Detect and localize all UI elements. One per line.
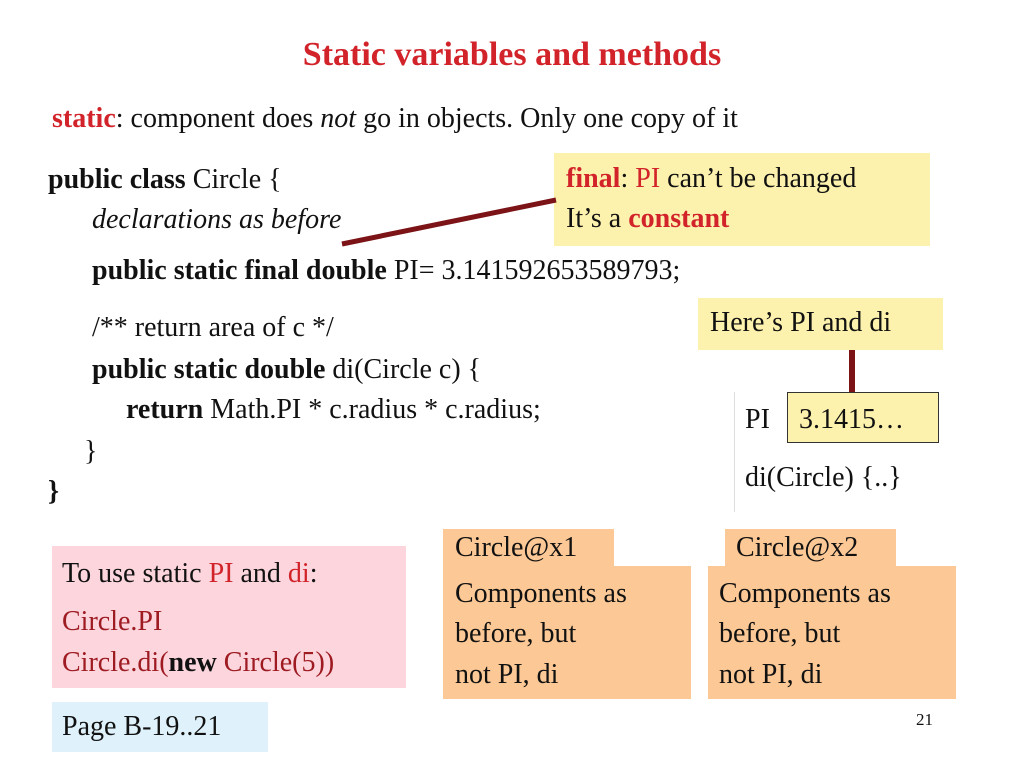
final-note-text: It’s a bbox=[566, 203, 629, 234]
usage-text: Circle.di( bbox=[62, 647, 169, 678]
code-line-method bbox=[92, 354, 481, 386]
code-keyword: public static double bbox=[92, 354, 326, 385]
code-line-pi bbox=[92, 255, 680, 287]
final-note-line-1 bbox=[566, 163, 856, 195]
final-note-box bbox=[554, 153, 930, 246]
static-pi-value: 3.1415… bbox=[799, 404, 904, 435]
usage-pi: PI bbox=[208, 558, 234, 589]
object-line-3: not PI, di bbox=[455, 659, 559, 690]
code-keyword: return bbox=[126, 394, 204, 425]
code-text: PI= 3.141592653589793; bbox=[386, 255, 681, 286]
usage-text: Circle(5)) bbox=[216, 647, 335, 678]
static-di-label: di(Circle) {..} bbox=[745, 462, 902, 493]
object-line-1: Components as bbox=[455, 578, 627, 609]
code-text: Circle { bbox=[185, 164, 282, 195]
slide-number: 21 bbox=[916, 710, 933, 729]
usage-di: di bbox=[287, 558, 310, 589]
definition-text-2: go in objects. Only one copy of it bbox=[356, 103, 738, 134]
page-reference: Page B-19..21 bbox=[62, 711, 222, 742]
slide-title: Static variables and methods bbox=[302, 36, 722, 73]
static-pi-label: PI bbox=[745, 404, 770, 435]
constant-keyword: constant bbox=[628, 203, 730, 234]
object-tab-label: Circle@x1 bbox=[455, 532, 578, 563]
usage-text: and bbox=[233, 558, 288, 589]
code-line-method-close: } bbox=[84, 436, 98, 467]
code-keyword: public static final double bbox=[92, 255, 387, 286]
usage-box bbox=[52, 546, 406, 688]
usage-line-1 bbox=[62, 558, 317, 590]
code-line-class bbox=[48, 164, 282, 196]
definition-text-1: : component does bbox=[115, 103, 321, 134]
object-line-2: before, but bbox=[455, 618, 577, 649]
object-tab bbox=[443, 529, 614, 569]
object-line-1: Components as bbox=[719, 578, 891, 609]
heres-label-box bbox=[698, 298, 943, 350]
code-line-comment: /** return area of c */ bbox=[92, 312, 334, 343]
usage-line-3 bbox=[62, 647, 334, 679]
static-definition bbox=[52, 103, 738, 135]
final-note-line-2 bbox=[566, 203, 729, 235]
object-line-3: not PI, di bbox=[719, 659, 823, 690]
final-note-text: can’t be changed bbox=[660, 163, 857, 194]
static-area bbox=[734, 392, 941, 512]
object-line-2: before, but bbox=[719, 618, 841, 649]
definition-emphasis: not bbox=[320, 103, 357, 134]
code-keyword: public class bbox=[48, 164, 186, 195]
heres-label: Here’s PI and di bbox=[710, 307, 892, 338]
usage-text: To use static bbox=[62, 558, 209, 589]
final-note-text: : bbox=[620, 163, 636, 194]
usage-line-2: Circle.PI bbox=[62, 606, 163, 637]
final-pi: PI bbox=[635, 163, 661, 194]
object-tab-label: Circle@x2 bbox=[736, 532, 859, 563]
usage-text: : bbox=[309, 558, 318, 589]
code-line-return bbox=[126, 394, 541, 426]
code-text: di(Circle c) { bbox=[325, 354, 482, 385]
static-keyword: static bbox=[52, 103, 116, 134]
final-keyword: final bbox=[566, 163, 621, 194]
object-tab bbox=[725, 529, 896, 569]
object-box bbox=[443, 566, 691, 699]
page-reference-box bbox=[52, 702, 268, 752]
object-box bbox=[708, 566, 956, 699]
code-line-declarations: declarations as before bbox=[92, 204, 342, 235]
usage-new-keyword: new bbox=[168, 647, 217, 678]
code-line-class-close: } bbox=[48, 476, 60, 507]
code-text: Math.PI * c.radius * c.radius; bbox=[203, 394, 541, 425]
static-pi-value-box bbox=[787, 392, 939, 443]
